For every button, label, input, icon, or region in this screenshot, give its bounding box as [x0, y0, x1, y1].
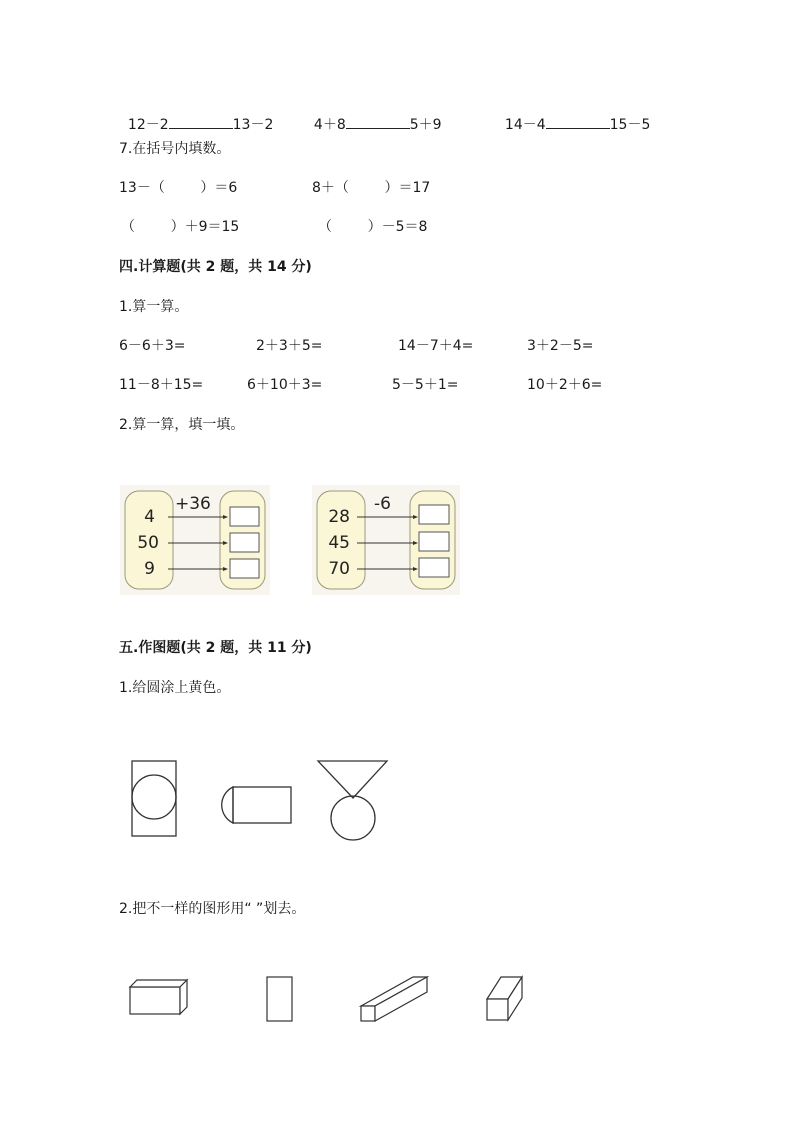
mapping-diagram-1 — [120, 485, 270, 595]
calc-item: 5－5＋1= — [392, 377, 459, 393]
answer-box[interactable] — [230, 559, 259, 578]
rectangle-shape[interactable] — [267, 977, 292, 1021]
long-prism-shape[interactable] — [361, 977, 427, 1021]
section5-title: 五.作图题(共 2 题，共 11 分) — [119, 640, 312, 656]
semicircle-shape[interactable] — [222, 787, 233, 823]
input-number: 45 — [328, 533, 350, 553]
s5-q2-title: 2.把不一样的图形用“ ”划去。 — [119, 901, 306, 917]
s4-q1-title: 1.算一算。 — [119, 299, 189, 315]
mapping-diagram-2 — [312, 485, 460, 595]
operation-label: -6 — [374, 494, 391, 514]
calc-item: 2＋3＋5= — [256, 338, 323, 354]
answer-blank[interactable] — [346, 116, 410, 129]
rectangle-shape — [233, 787, 291, 823]
answer-blank[interactable] — [546, 116, 610, 129]
s5-q1-title: 1.给圆涂上黄色。 — [119, 680, 231, 696]
calc-item: 6＋10＋3= — [247, 377, 323, 393]
q7-title: 7.在括号内填数。 — [119, 141, 231, 157]
calc-item: 11－8＋15= — [119, 377, 204, 393]
input-number: 70 — [328, 559, 350, 579]
answer-box[interactable] — [230, 533, 259, 552]
section4-title: 四.计算题(共 2 题，共 14 分) — [119, 259, 312, 275]
q7-item: （ ）－5＝8 — [318, 219, 428, 235]
answer-blank[interactable] — [169, 116, 233, 129]
circle-shape[interactable] — [132, 775, 176, 819]
calc-item: 3＋2－5= — [527, 338, 594, 354]
calc-item: 14－7＋4= — [398, 338, 474, 354]
input-number: 4 — [144, 507, 155, 527]
compare-item-1: 12－2 13－2 — [127, 117, 274, 133]
triangle-shape — [318, 761, 387, 798]
compare-item-2: 4＋8 5＋9 — [313, 117, 442, 133]
input-number: 50 — [137, 533, 159, 553]
answer-box[interactable] — [419, 558, 449, 577]
prism-shapes — [125, 970, 535, 1030]
circle-shapes — [125, 755, 395, 845]
cuboid-shape[interactable] — [130, 980, 187, 1014]
input-number: 9 — [144, 559, 155, 579]
calc-item: 6－6＋3= — [119, 338, 186, 354]
tall-prism-shape[interactable] — [487, 977, 522, 1020]
q7-item: 8＋（ ）＝17 — [312, 180, 431, 196]
answer-box[interactable] — [419, 532, 449, 551]
q7-item: （ ）＋9＝15 — [121, 219, 240, 235]
rectangle-shape — [132, 761, 176, 836]
operation-label: +36 — [175, 494, 211, 514]
calc-item: 10＋2＋6= — [527, 377, 603, 393]
answer-box[interactable] — [419, 505, 449, 524]
compare-item-3: 14－4 15－5 — [504, 117, 651, 133]
input-number: 28 — [328, 507, 350, 527]
s4-q2-title: 2.算一算，填一填。 — [119, 417, 245, 433]
circle-shape[interactable] — [331, 796, 375, 840]
answer-box[interactable] — [230, 507, 259, 526]
q7-item: 13－（ ）＝6 — [119, 180, 238, 196]
